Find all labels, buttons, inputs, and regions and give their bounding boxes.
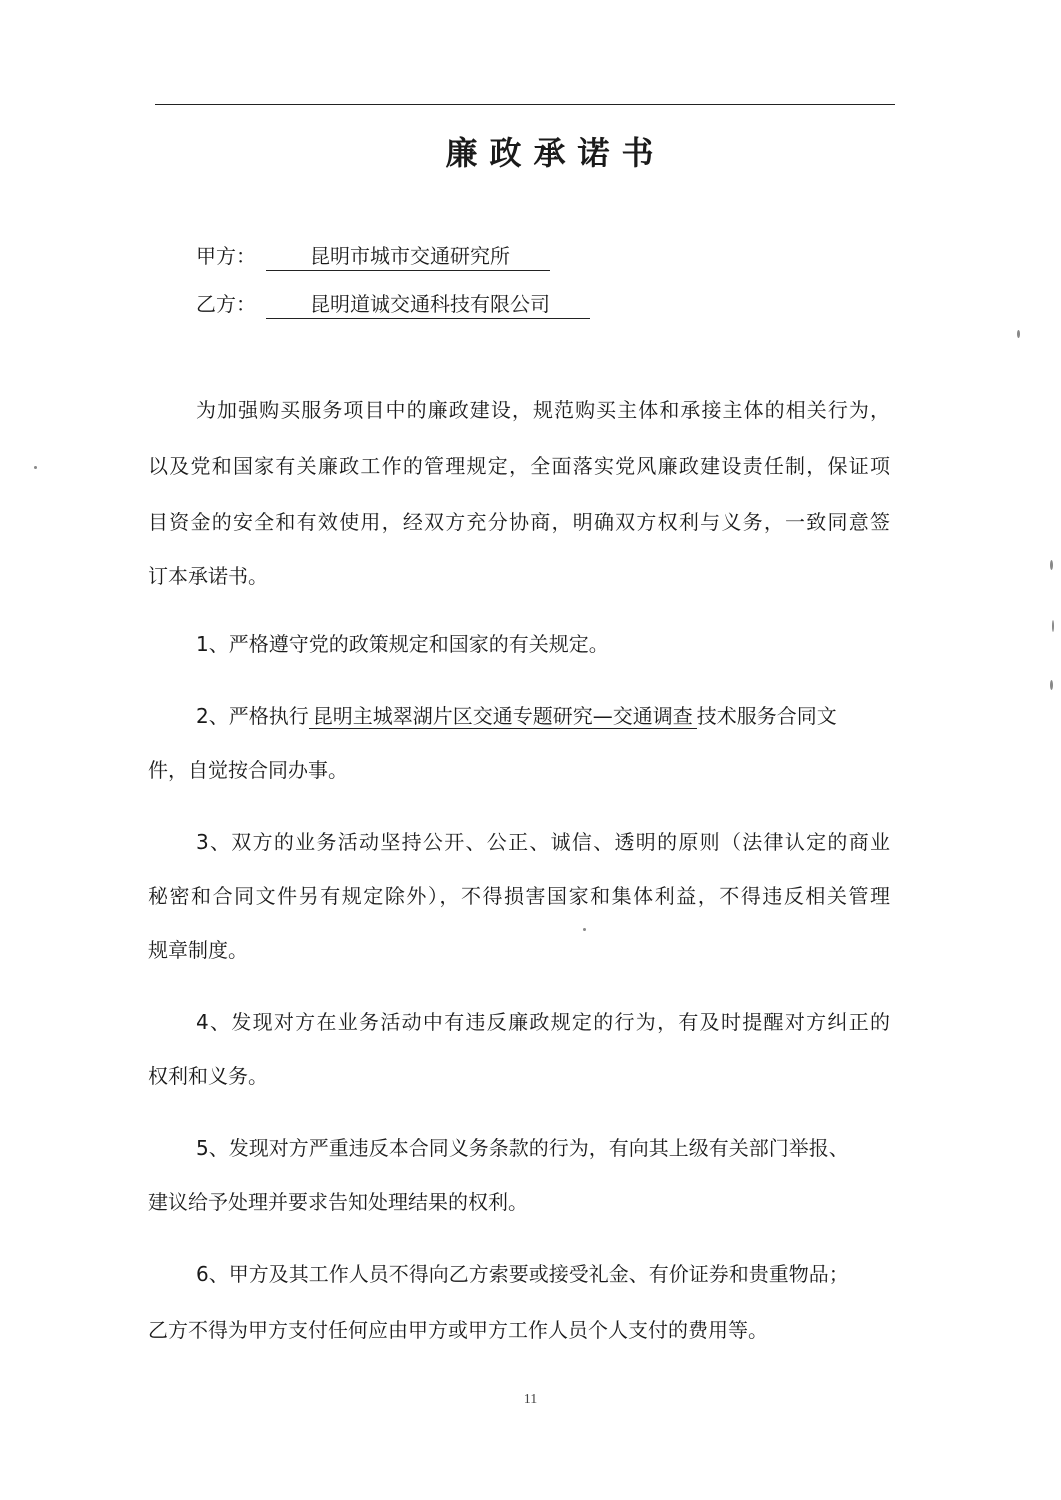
party-b-row: [196, 288, 590, 319]
scan-speck: [583, 928, 586, 931]
scan-speck: [34, 466, 37, 469]
party-a-name: 昆明市城市交通研究所: [266, 242, 550, 271]
party-b-label: 乙方：: [196, 292, 256, 316]
item-3-line: 3、双方的业务活动坚持公开、公正、诚信、透明的原则（法律认定的商业: [196, 830, 890, 854]
item-2-line: [196, 702, 837, 730]
scan-speck: [1017, 330, 1020, 338]
item-3-line: 秘密和合同文件另有规定除外），不得损害国家和集体利益，不得违反相关管理: [148, 884, 890, 908]
item-2-line: 件，自觉按合同办事。: [148, 758, 348, 782]
party-b-name: 昆明道诚交通科技有限公司: [266, 290, 590, 319]
party-a-label: 甲方：: [196, 244, 256, 268]
intro-line: 订本承诺书。: [148, 564, 268, 588]
item-6-line: 6、甲方及其工作人员不得向乙方索要或接受礼金、有价证券和贵重物品；: [196, 1262, 849, 1286]
intro-line: 为加强购买服务项目中的廉政建设，规范购买主体和承接主体的相关行为，: [196, 398, 890, 422]
document-title: 廉政承诺书: [445, 134, 666, 172]
header-rule: [155, 104, 895, 105]
item-3-line: 规章制度。: [148, 938, 248, 962]
intro-line: 目资金的安全和有效使用，经双方充分协商，明确双方权利与义务，一致同意签: [148, 510, 890, 534]
scan-speck: [1050, 680, 1053, 690]
scan-speck: [1052, 620, 1054, 632]
item-2-suffix: 技术服务合同文: [696, 704, 837, 728]
page-number: 11: [523, 1392, 538, 1407]
party-a-row: [196, 240, 550, 271]
item-6-line: 乙方不得为甲方支付任何应由甲方或甲方工作人员个人支付的费用等。: [148, 1318, 768, 1342]
item-2-project-name: 昆明主城翠湖片区交通专题研究—交通调查: [309, 704, 697, 729]
item-4-line: 4、发现对方在业务活动中有违反廉政规定的行为，有及时提醒对方纠正的: [196, 1010, 890, 1034]
item-5-line: 建议给予处理并要求告知处理结果的权利。: [148, 1190, 528, 1214]
item-1: 1、严格遵守党的政策规定和国家的有关规定。: [196, 632, 609, 656]
item-5-line: 5、发现对方严重违反本合同义务条款的行为，有向其上级有关部门举报、: [196, 1136, 849, 1160]
scan-speck: [1050, 560, 1053, 570]
intro-line: 以及党和国家有关廉政工作的管理规定，全面落实党风廉政建设责任制，保证项: [148, 454, 890, 478]
item-2-prefix: 2、严格执行: [196, 704, 309, 728]
item-4-line: 权利和义务。: [148, 1064, 268, 1088]
